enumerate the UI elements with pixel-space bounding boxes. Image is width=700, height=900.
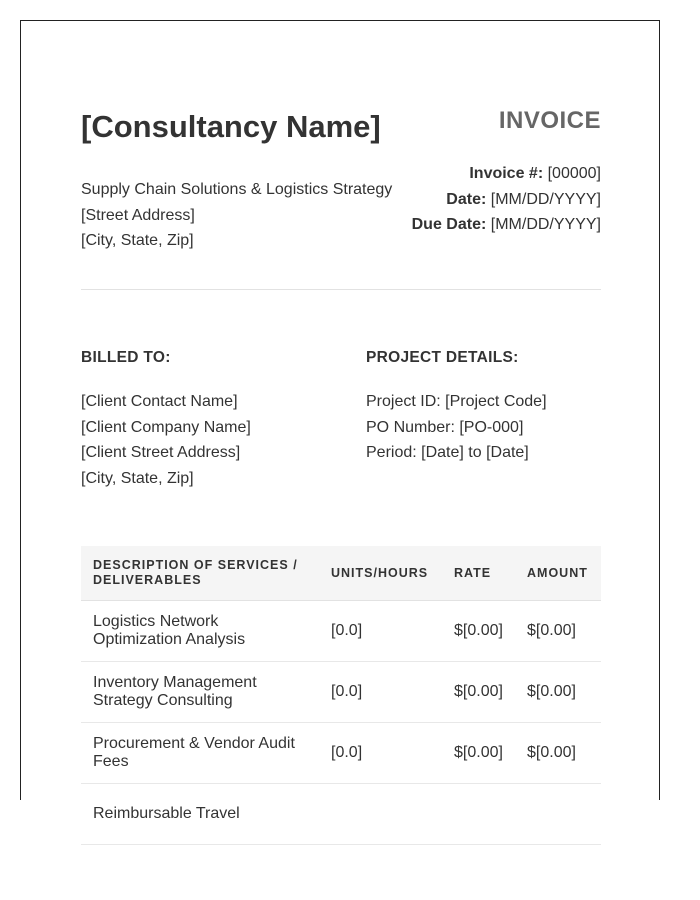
invoice-date-value: [MM/DD/YYYY] xyxy=(490,190,601,208)
row-rate xyxy=(442,784,515,845)
invoice-number-label: Invoice #: xyxy=(469,165,544,182)
header-units: UNITS/HOURS xyxy=(319,546,442,601)
row-rate: $[0.00] xyxy=(442,601,515,662)
client-contact: [Client Contact Name] xyxy=(81,393,238,410)
invoice-page xyxy=(20,20,660,822)
row-amount xyxy=(515,784,601,845)
company-tagline: Supply Chain Solutions & Logistics Strategy xyxy=(81,181,393,198)
project-period: Period: [Date] to [Date] xyxy=(366,444,529,461)
line-items-table xyxy=(81,546,601,845)
table-header-row xyxy=(81,546,601,601)
client-city: [City, State, Zip] xyxy=(81,469,194,487)
row-rate: $[0.00] xyxy=(442,723,515,784)
table-row xyxy=(81,662,601,723)
table-row xyxy=(81,601,601,662)
client-street: [Client Street Address] xyxy=(81,444,241,461)
billed-to-title: BILLED TO: xyxy=(81,349,171,366)
header-description: DESCRIPTION OF SERVICES / DELIVERABLES xyxy=(81,546,319,601)
row-description: Reimbursable Travel xyxy=(81,784,319,845)
invoice-header xyxy=(81,21,601,289)
billed-to-block xyxy=(81,349,251,491)
row-amount: $[0.00] xyxy=(515,723,601,784)
invoice-number-value: [00000] xyxy=(547,165,601,182)
row-units: [0.0] xyxy=(319,601,442,662)
table-row xyxy=(81,784,601,845)
header-divider xyxy=(81,289,601,290)
row-description: Procurement & Vendor Audit Fees xyxy=(81,723,319,784)
project-po-number: PO Number: [PO-000] xyxy=(366,418,524,436)
company-street: [Street Address] xyxy=(81,206,195,224)
row-units: [0.0] xyxy=(319,662,442,723)
project-details-title: PROJECT DETAILS: xyxy=(366,349,519,366)
invoice-due-value: [MM/DD/YYYY] xyxy=(490,216,601,233)
header-rate: RATE xyxy=(442,546,515,601)
invoice-date-row xyxy=(412,187,601,213)
billing-section xyxy=(81,349,601,499)
row-amount: $[0.00] xyxy=(515,601,601,662)
header-amount: AMOUNT xyxy=(515,546,601,601)
row-amount: $[0.00] xyxy=(515,662,601,723)
invoice-date-label: Date: xyxy=(446,190,487,208)
company-info xyxy=(81,177,392,254)
invoice-number-row xyxy=(412,161,601,187)
project-details-block xyxy=(366,349,547,466)
invoice-meta xyxy=(412,161,601,238)
project-id: Project ID: [Project Code] xyxy=(366,393,547,410)
company-city: [City, State, Zip] xyxy=(81,232,194,249)
client-company: [Client Company Name] xyxy=(81,418,251,436)
table-row xyxy=(81,723,601,784)
invoice-due-label: Due Date: xyxy=(411,216,487,233)
row-units: [0.0] xyxy=(319,723,442,784)
invoice-title: INVOICE xyxy=(498,107,601,134)
row-description: Logistics Network Optimization Analysis xyxy=(81,601,319,662)
company-name: [Consultancy Name] xyxy=(81,109,381,144)
invoice-due-row xyxy=(412,212,601,238)
row-description: Inventory Management Strategy Consulting xyxy=(81,662,319,723)
row-units xyxy=(319,784,442,845)
row-rate: $[0.00] xyxy=(442,662,515,723)
